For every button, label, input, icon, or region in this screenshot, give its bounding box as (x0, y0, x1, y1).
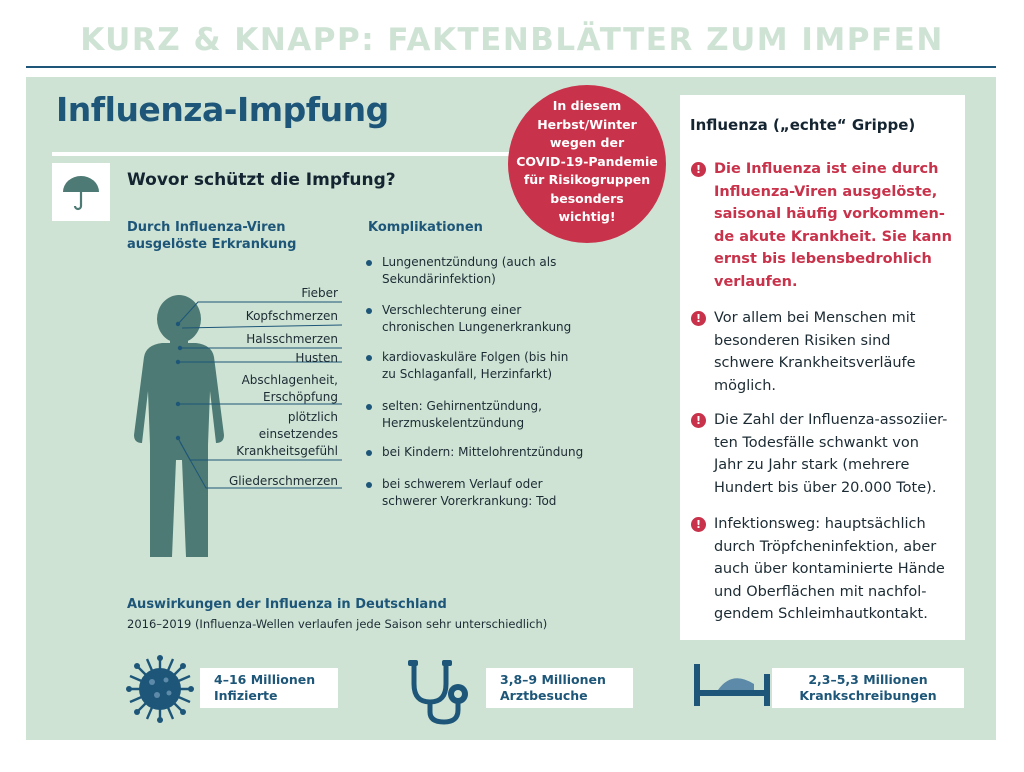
stat-sick-notes (772, 668, 964, 708)
complication-line: bei schwerem Verlauf oder (382, 477, 543, 491)
badge-line: wichtig! (558, 209, 616, 224)
impact-heading: Auswirkungen der Influenza in Deutschland (127, 597, 447, 612)
complication-line: Verschlechterung einer (382, 303, 522, 317)
complications-heading: Komplikationen (368, 220, 483, 235)
bullet-icon (366, 308, 372, 314)
symptom-label: Abschlagenheit, (241, 373, 338, 387)
complication-line: bei Kindern: Mittelohrentzündung (382, 445, 584, 459)
complication-item (382, 302, 597, 336)
info-line: ernst bis lebensbedrohlich (714, 251, 932, 267)
badge-line: Herbst/Winter (537, 116, 637, 132)
stat-value: 2,3–5,3 Millionen (808, 672, 928, 687)
info-title: Influenza („echte“ Grippe) (690, 116, 916, 134)
complication-item (382, 349, 597, 383)
info-item (714, 409, 959, 499)
complication-line: Sekundärinfektion) (382, 272, 496, 286)
complication-line: Herzmuskelentzündung (382, 416, 525, 430)
badge-line: besonders (550, 190, 624, 206)
warning-icon: ! (691, 413, 706, 428)
symptom-label: Kopfschmerzen (245, 309, 338, 323)
symptom-label: Fieber (301, 286, 338, 300)
symptom-label: Erschöpfung (263, 390, 338, 404)
info-line: durch Tröpfcheninfektion, aber (714, 538, 937, 555)
umbrella-icon-box (52, 163, 110, 221)
complication-line: kardiovaskuläre Folgen (bis hin (382, 350, 569, 364)
info-line: verlaufen. (714, 273, 798, 290)
info-line: ten Todesfälle schwankt von (714, 434, 919, 451)
covid-badge (508, 85, 666, 243)
info-line: Infektionsweg: hauptsächlich (714, 516, 926, 532)
complication-item (382, 398, 597, 432)
complication-item (382, 444, 597, 461)
complication-line: zu Schlaganfall, Herzinfarkt) (382, 367, 553, 381)
umbrella-icon (59, 170, 103, 214)
section-heading: Wovor schützt die Impfung? (127, 170, 396, 190)
complication-line: schwerer Vorerkrankung: Tod (382, 494, 557, 508)
complication-line: chronischen Lungenerkrankung (382, 320, 572, 334)
stat-doctor-visits (486, 668, 633, 708)
symptom-label: plötzlich (287, 410, 338, 424)
symptom-label: einsetzendes (258, 427, 338, 441)
complication-line: Lungenentzündung (auch als (382, 255, 557, 269)
stat-value: 3,8–9 Millionen (500, 672, 606, 687)
bullet-icon (366, 260, 372, 266)
stat-value: 4–16 Millionen (214, 672, 316, 687)
bullet-icon (366, 482, 372, 488)
complication-line: selten: Gehirnentzündung, (382, 399, 542, 413)
info-line: auch über kontaminierte Hände (714, 561, 945, 577)
symptom-label: Husten (295, 351, 338, 365)
badge-line: wegen der (549, 135, 625, 150)
virus-icon (126, 655, 194, 723)
info-line: Influenza-Viren ausgelöste, (714, 183, 938, 200)
page-title: Influenza-Impfung (56, 90, 389, 129)
bullet-icon (366, 450, 372, 456)
info-line: saisonal häufig vorkommen- (714, 206, 945, 222)
bullet-icon (366, 404, 372, 410)
stat-infected (200, 668, 338, 708)
warning-icon: ! (691, 311, 706, 326)
banner-divider (26, 66, 996, 68)
info-item (714, 513, 959, 626)
info-line: gendem Schleimhautkontakt. (714, 606, 928, 622)
symptom-label: Gliederschmerzen (228, 474, 338, 488)
disease-heading-line: ausgelöste Erkrankung (127, 237, 297, 252)
info-line: Die Zahl der Influenza-assoziier- (714, 412, 948, 428)
bullet-icon (366, 355, 372, 361)
info-line: de akute Krankheit. Sie kann (714, 228, 952, 245)
stethoscope-icon (406, 658, 478, 726)
info-line: Die Influenza ist eine durch (714, 161, 939, 177)
info-line: Jahr zu Jahr stark (mehrere (714, 457, 910, 473)
complication-item (382, 476, 597, 510)
banner-title: KURZ & KNAPP: FAKTENBLÄTTER ZUM IMPFEN (80, 22, 944, 58)
warning-icon: ! (691, 517, 706, 532)
info-line: schwere Krankheitsverläufe (714, 355, 916, 371)
symptom-label: Krankheitsgefühl (236, 444, 338, 458)
stat-label: Arztbesuche (500, 688, 588, 703)
info-line: möglich. (714, 377, 777, 394)
info-item (714, 307, 959, 397)
info-line: Vor allem bei Menschen mit (714, 310, 916, 326)
warning-icon: ! (691, 162, 706, 177)
stat-label: Krankschreibungen (799, 688, 937, 703)
complication-item (382, 254, 597, 288)
symptom-label: Halsschmerzen (246, 332, 338, 346)
info-line: und Oberflächen mit nachfol- (714, 583, 927, 600)
info-line: besonderen Risiken sind (714, 332, 891, 349)
bed-icon (694, 660, 770, 708)
stat-label: Infizierte (214, 688, 278, 703)
badge-line: In diesem (552, 98, 622, 113)
badge-line: für Risikogruppen (523, 172, 651, 187)
disease-heading-line: Durch Influenza-Viren (127, 220, 286, 235)
info-item-highlight (714, 158, 959, 293)
info-line: Hundert bis über 20.000 Tote). (714, 479, 937, 496)
impact-subtitle: 2016–2019 (Influenza-Wellen verlaufen jede Saison sehr unterschiedlich) (127, 617, 548, 631)
disease-heading (127, 219, 296, 253)
badge-line: COVID-19-Pandemie (516, 153, 658, 169)
